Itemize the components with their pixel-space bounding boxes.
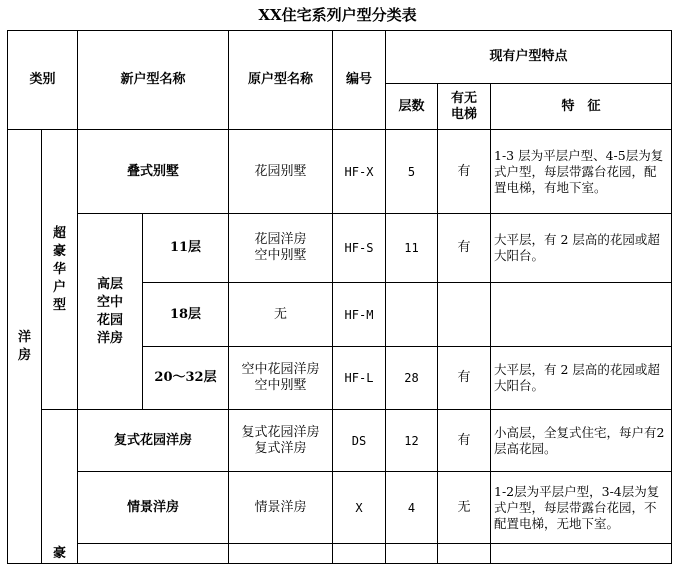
new-name-cell: 叠式别墅 [78,130,229,214]
orig-name-cell: 空中花园洋房 空中别墅 [229,347,333,410]
code-cell: HF-X [333,130,386,214]
elevator-cell [438,283,491,347]
feature-cell [491,283,672,347]
orig-name-cell: 无 [229,283,333,347]
feature-cell: 1-2层为平层户型，3-4层为复式户型，每层带露台花园，不配置电梯，无地下室。 [491,472,672,544]
header-category: 类别 [8,31,78,130]
header-code: 编号 [333,31,386,130]
header-row-1 [8,31,672,84]
code-cell: HF-S [333,214,386,283]
code-cell: X [333,472,386,544]
orig-name-cell: 花园洋房 空中别墅 [229,214,333,283]
header-features-group: 现有户型特点 [386,31,672,84]
code-cell: DS [333,410,386,472]
floors-cell: 11 [386,214,438,283]
feature-cell: 大平层，有 2 层高的花园或超大阳台。 [491,214,672,283]
category-sub: 超 豪 华 户 型 [42,130,78,410]
new-name-cell: 情景洋房 [78,472,229,544]
elevator-cell: 有 [438,214,491,283]
group-name-cell: 高层 空中 花园 洋房 [78,214,143,410]
orig-name-cell: 情景洋房 [229,472,333,544]
header-elevator [438,84,491,130]
header-feature: 特 征 [491,84,672,130]
elevator-cell: 有 [438,130,491,214]
feature-cell [491,544,672,564]
table-row [8,410,672,472]
orig-name-cell: 花园别墅 [229,130,333,214]
table-row [8,130,672,214]
sub-name-cell: 18层 [143,283,229,347]
orig-name-cell: 复式花园洋房 复式洋房 [229,410,333,472]
elevator-cell: 无 [438,472,491,544]
elevator-cell [438,544,491,564]
elevator-cell: 有 [438,410,491,472]
header-floors: 层数 [386,84,438,130]
category-sub-2: 豪 [42,410,78,564]
sub-name-cell: 11层 [143,214,229,283]
sub-name-cell: 20～32层 [143,347,229,410]
category-main: 洋 房 [8,130,42,564]
code-cell: HF-L [333,347,386,410]
code-cell: HF-M [333,283,386,347]
header-elevator-line1: 有无 [450,90,477,106]
feature-cell: 大平层，有 2 层高的花园或超大阳台。 [491,347,672,410]
feature-cell: 1-3 层为平层户型、4-5层为复式户型，每层带露台花园，配置电梯，有地下室。 [491,130,672,214]
table-row [8,544,672,564]
header-orig-name: 原户型名称 [229,31,333,130]
code-cell [333,544,386,564]
floors-cell: 5 [386,130,438,214]
feature-cell: 小高层，全复式住宅，每户有2层高花园。 [491,410,672,472]
orig-name-cell [229,544,333,564]
floors-cell: 12 [386,410,438,472]
unit-type-table [7,30,672,564]
header-new-name: 新户型名称 [78,31,229,130]
header-elevator-line2: 电梯 [450,106,477,122]
new-name-cell [78,544,229,564]
table-row [8,214,672,283]
document-title: XX住宅系列户型分类表 [258,6,417,24]
floors-cell [386,283,438,347]
elevator-cell: 有 [438,347,491,410]
new-name-cell: 复式花园洋房 [78,410,229,472]
floors-cell: 28 [386,347,438,410]
table-row [8,472,672,544]
floors-cell [386,544,438,564]
floors-cell: 4 [386,472,438,544]
